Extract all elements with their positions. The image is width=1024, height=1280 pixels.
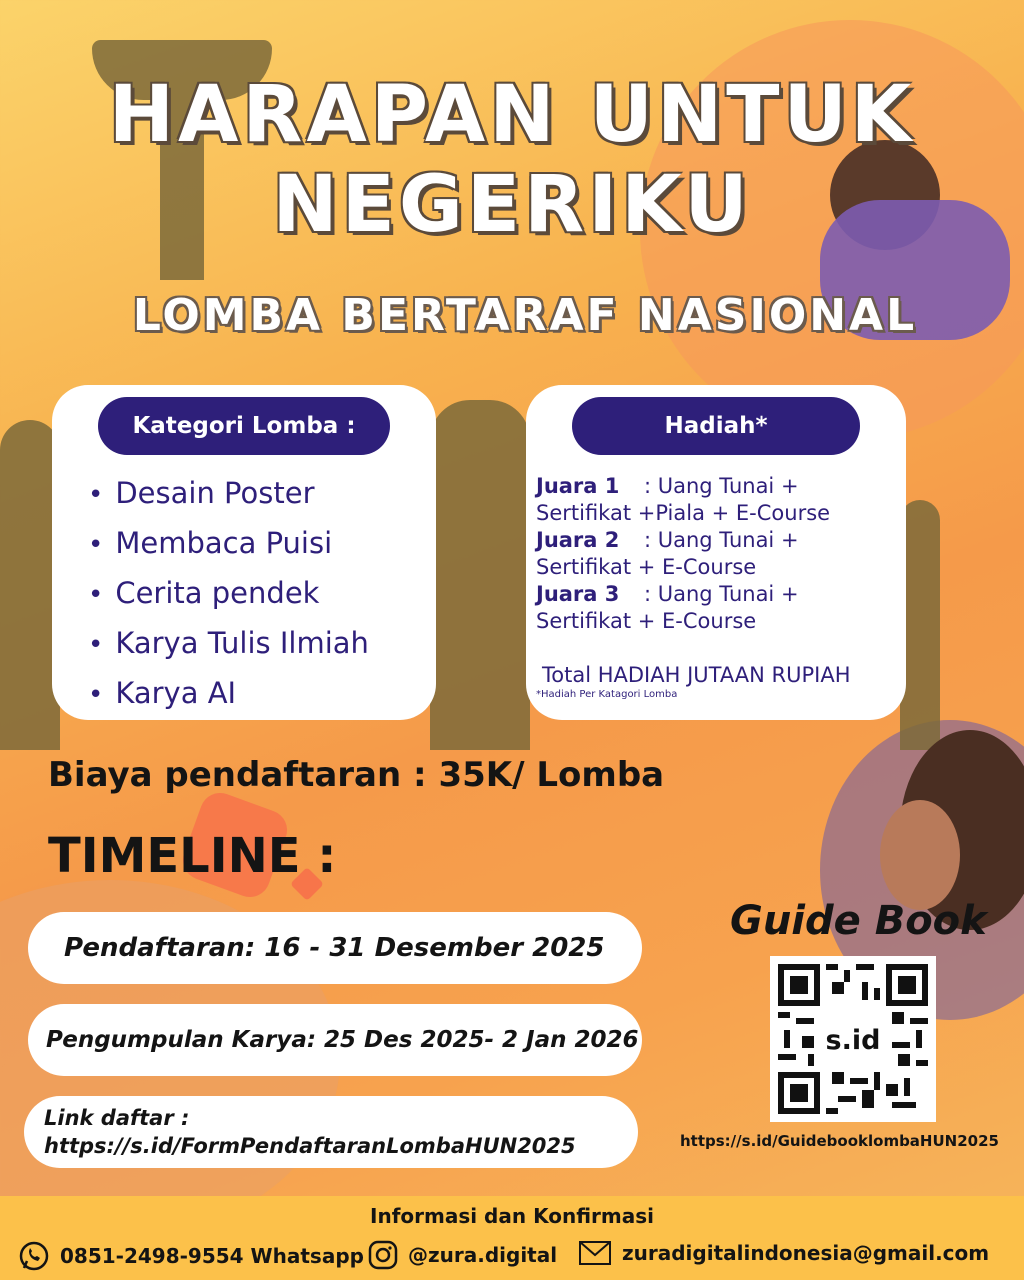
qr-center-label: s.id xyxy=(825,1025,881,1057)
timeline-title: TIMELINE : xyxy=(48,828,337,884)
prize-text: Sertifikat +Piala + E-Course xyxy=(536,501,831,525)
list-item: • Desain Poster xyxy=(88,473,369,523)
registration-link-label: Link daftar : xyxy=(44,1106,190,1130)
registration-fee: Biaya pendaftaran : 35K/ Lomba xyxy=(48,755,665,795)
prize-note: *Hadiah Per Katagori Lomba xyxy=(536,689,678,700)
prize-total: Total HADIAH JUTAAN RUPIAH xyxy=(542,663,851,687)
instagram-contact[interactable] xyxy=(368,1240,557,1270)
category-heading: Kategori Lomba : xyxy=(98,397,390,455)
footer xyxy=(0,1196,1024,1280)
prize-rank: Juara 1 xyxy=(536,474,620,498)
prize-text: : Uang Tunai + xyxy=(644,474,799,498)
guidebook-title: Guide Book xyxy=(730,898,987,944)
poster-title-line1: HARAPAN UNTUK xyxy=(108,70,916,160)
guidebook-link[interactable]: https://s.id/GuidebooklombaHUN2025 xyxy=(680,1132,999,1150)
prize-rank: Juara 3 xyxy=(536,582,620,606)
prize-text: : Uang Tunai + xyxy=(644,528,799,552)
registration-period: Pendaftaran: 16 - 31 Desember 2025 xyxy=(28,912,642,984)
crowd-silhouette xyxy=(0,420,60,750)
whatsapp-number: 0851-2498-9554 Whatsapp xyxy=(60,1244,364,1268)
prize-text: Sertifikat + E-Course xyxy=(536,609,757,633)
email-contact[interactable] xyxy=(578,1240,989,1266)
category-card xyxy=(52,385,436,720)
category-list xyxy=(88,473,369,723)
prize-text: Sertifikat + E-Course xyxy=(536,555,757,579)
footer-heading: Informasi dan Konfirmasi xyxy=(370,1204,654,1228)
poster-subtitle: LOMBA BERTARAF NASIONAL xyxy=(132,290,918,341)
prize-heading: Hadiah* xyxy=(572,397,860,455)
prize-text: : Uang Tunai + xyxy=(644,582,799,606)
submission-period: Pengumpulan Karya: 25 Des 2025- 2 Jan 2026 xyxy=(28,1004,642,1076)
prize-rank: Juara 2 xyxy=(536,528,620,552)
list-item: • Karya Tulis Ilmiah xyxy=(88,623,369,673)
registration-link-box xyxy=(24,1096,638,1168)
whatsapp-icon xyxy=(18,1240,50,1272)
qr-code[interactable] xyxy=(770,956,936,1122)
instagram-icon xyxy=(368,1240,398,1270)
whatsapp-contact[interactable] xyxy=(18,1240,364,1272)
list-item: • Membaca Puisi xyxy=(88,523,369,573)
prize-list xyxy=(536,473,896,635)
instagram-handle: @zura.digital xyxy=(408,1243,558,1267)
mail-icon xyxy=(578,1240,612,1266)
email-address: zuradigitalindonesia@gmail.com xyxy=(622,1241,990,1265)
registration-link[interactable]: https://s.id/FormPendaftaranLombaHUN2025 xyxy=(44,1134,576,1158)
list-item: • Cerita pendek xyxy=(88,573,369,623)
prize-card xyxy=(526,385,906,720)
list-item: • Karya AI xyxy=(88,673,369,723)
poster-title-line2: NEGERIKU xyxy=(272,160,752,250)
